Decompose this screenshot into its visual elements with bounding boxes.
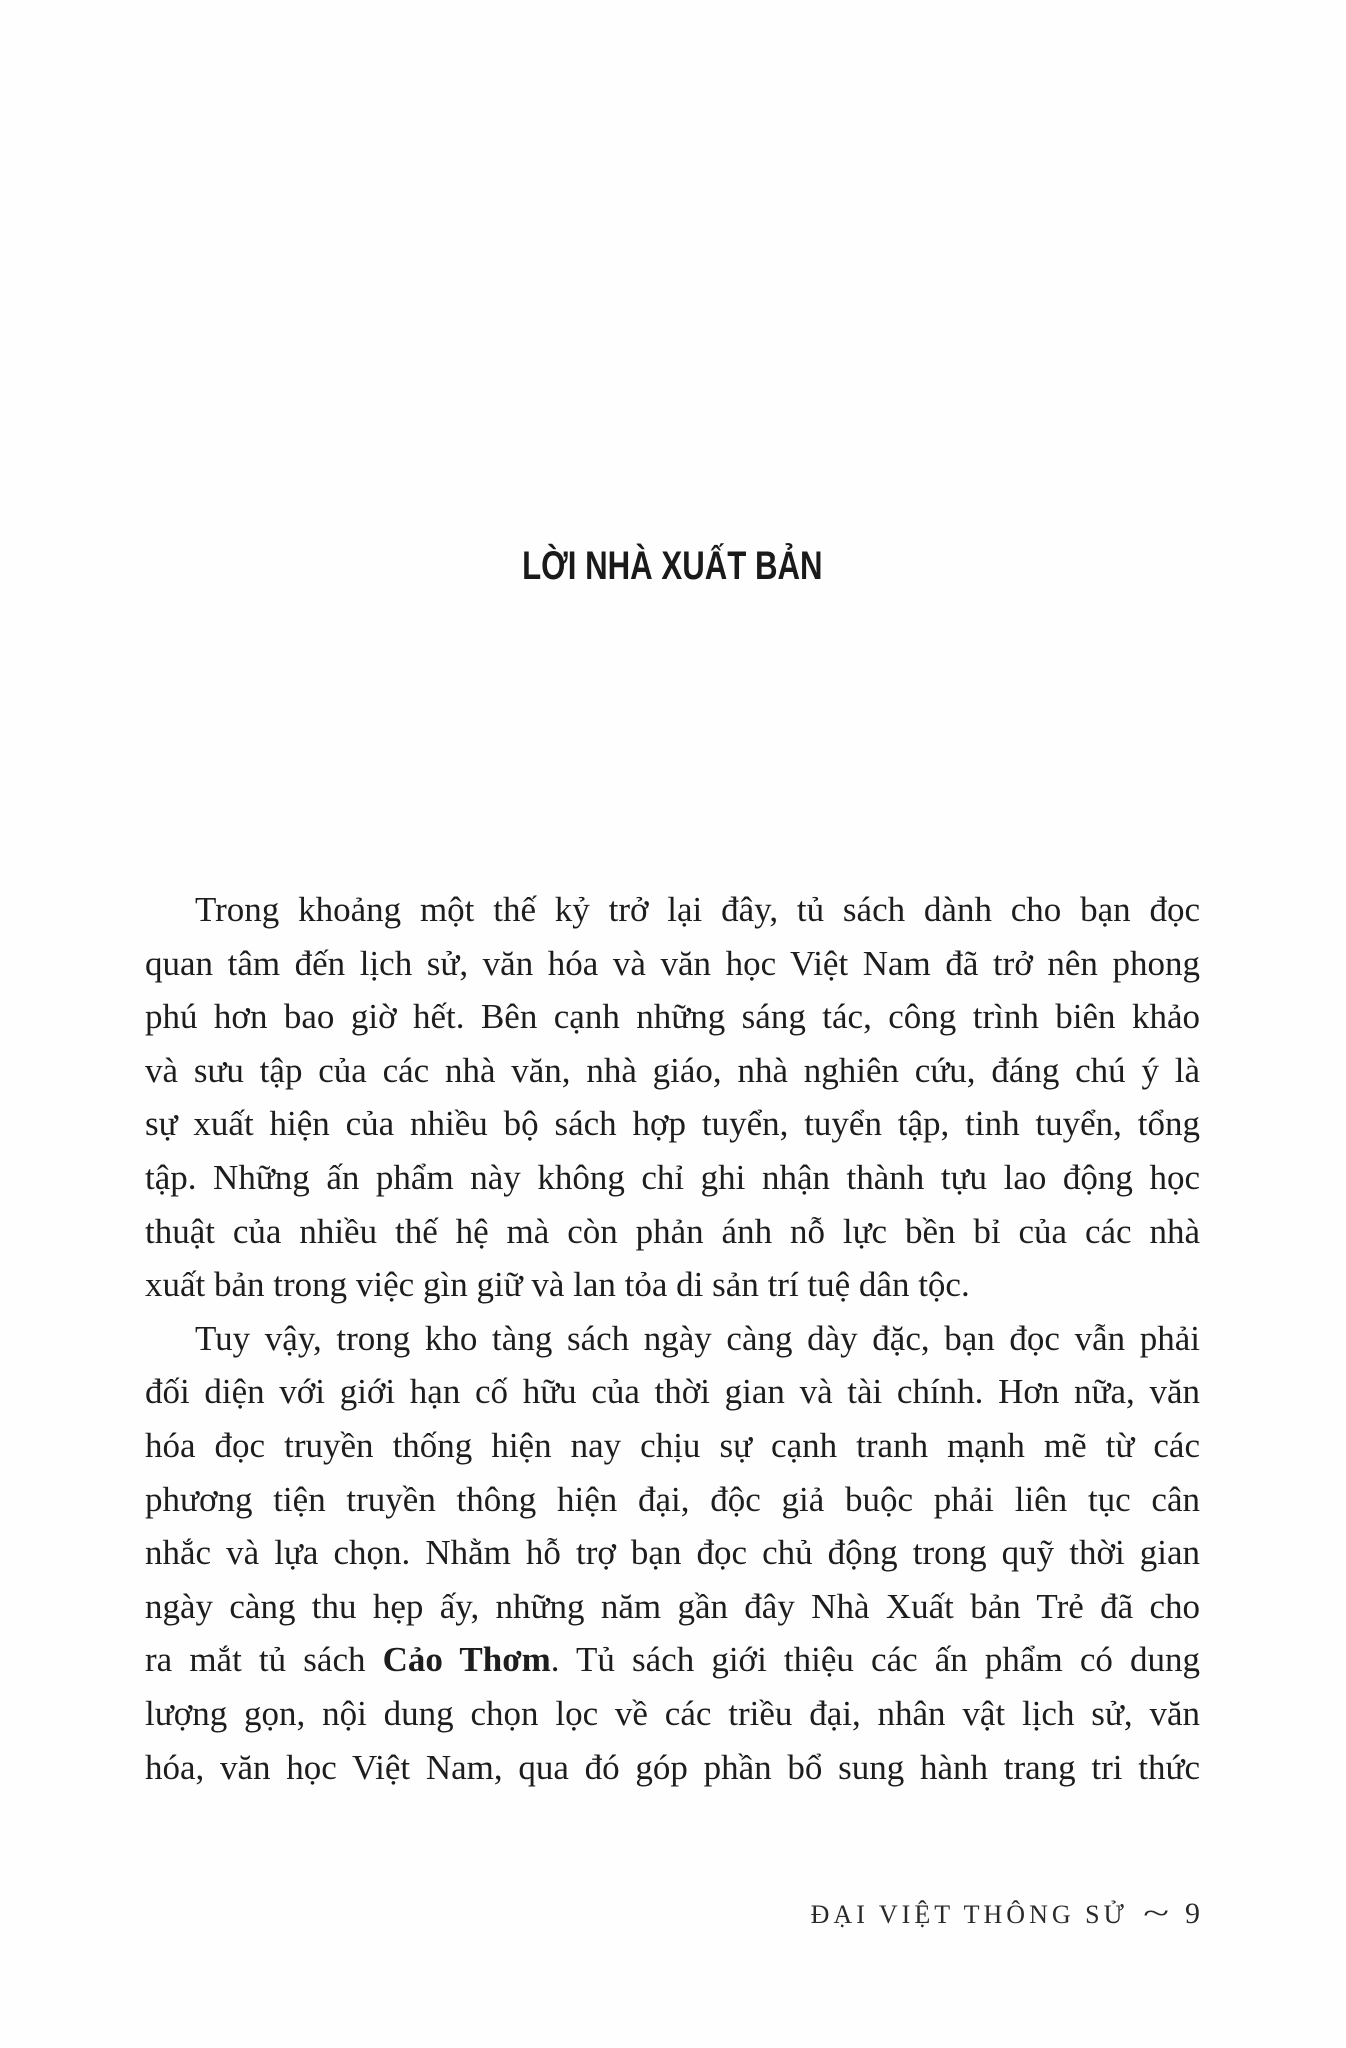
text-line: hóa đọc truyền thống hiện nay chịu sự cạnh tranh mạnh mẽ từ các: [145, 1425, 1200, 1465]
page-number: 9: [1185, 1897, 1200, 1930]
text-line-with-series-name: [145, 1633, 1200, 1687]
text-line: quan tâm đến lịch sử, văn hóa và văn học Việt Nam đã trở nên phong: [145, 943, 1200, 983]
text-line: sự xuất hiện của nhiều bộ sách hợp tuyển, tuyển tập, tinh tuyển, tổng: [145, 1104, 1200, 1144]
text-line: phú hơn bao giờ hết. Bên cạnh những sáng tác, công trình biên khảo: [145, 997, 1200, 1037]
paragraph-2: [145, 1312, 1200, 1794]
text-line: lượng gọn, nội dung chọn lọc về các triều đại, nhân vật lịch sử, văn: [145, 1693, 1200, 1733]
text-line: thuật của nhiều thế hệ mà còn phản ánh nỗ lực bền bỉ của các nhà: [145, 1211, 1200, 1251]
text-segment: . Tủ sách giới thiệu các ấn phẩm có dung: [550, 1640, 1200, 1680]
text-line: Tuy vậy, trong kho tàng sách ngày càng dày đặc, bạn đọc vẫn phải: [195, 1318, 1200, 1358]
text-line: xuất bản trong việc gìn giữ và lan tỏa di sản trí tuệ dân tộc.: [145, 1265, 970, 1305]
page-footer: [811, 1897, 1200, 1931]
series-name: Cảo Thơm: [382, 1640, 551, 1680]
body-text: [145, 883, 1200, 1794]
text-line: ngày càng thu hẹp ấy, những năm gần đây Nhà Xuất bản Trẻ đã cho: [145, 1586, 1200, 1626]
text-line: tập. Những ấn phẩm này không chỉ ghi nhận thành tựu lao động học: [145, 1157, 1200, 1197]
text-line: và sưu tập của các nhà văn, nhà giáo, nhà nghiên cứu, đáng chú ý là: [145, 1050, 1200, 1090]
text-line: Trong khoảng một thế kỷ trở lại đây, tủ sách dành cho bạn đọc: [195, 890, 1200, 929]
page-heading: LỜI NHÀ XUẤT BẢN: [522, 544, 823, 588]
text-line: phương tiện truyền thông hiện đại, độc giả buộc phải liên tục cân: [145, 1479, 1200, 1519]
text-line: nhắc và lựa chọn. Nhằm hỗ trợ bạn đọc chủ động trong quỹ thời gian: [145, 1533, 1200, 1573]
text-segment: ra mắt tủ sách: [145, 1640, 383, 1680]
text-line: hóa, văn học Việt Nam, qua đó góp phần bổ sung hành trang tri thức: [145, 1747, 1200, 1787]
footer-separator: ~: [1143, 1897, 1170, 1930]
paragraph-1: [145, 883, 1200, 1312]
text-line: đối diện với giới hạn cố hữu của thời gian và tài chính. Hơn nữa, văn: [145, 1372, 1200, 1412]
running-title: ĐẠI VIỆT THÔNG SỬ: [810, 1900, 1128, 1929]
